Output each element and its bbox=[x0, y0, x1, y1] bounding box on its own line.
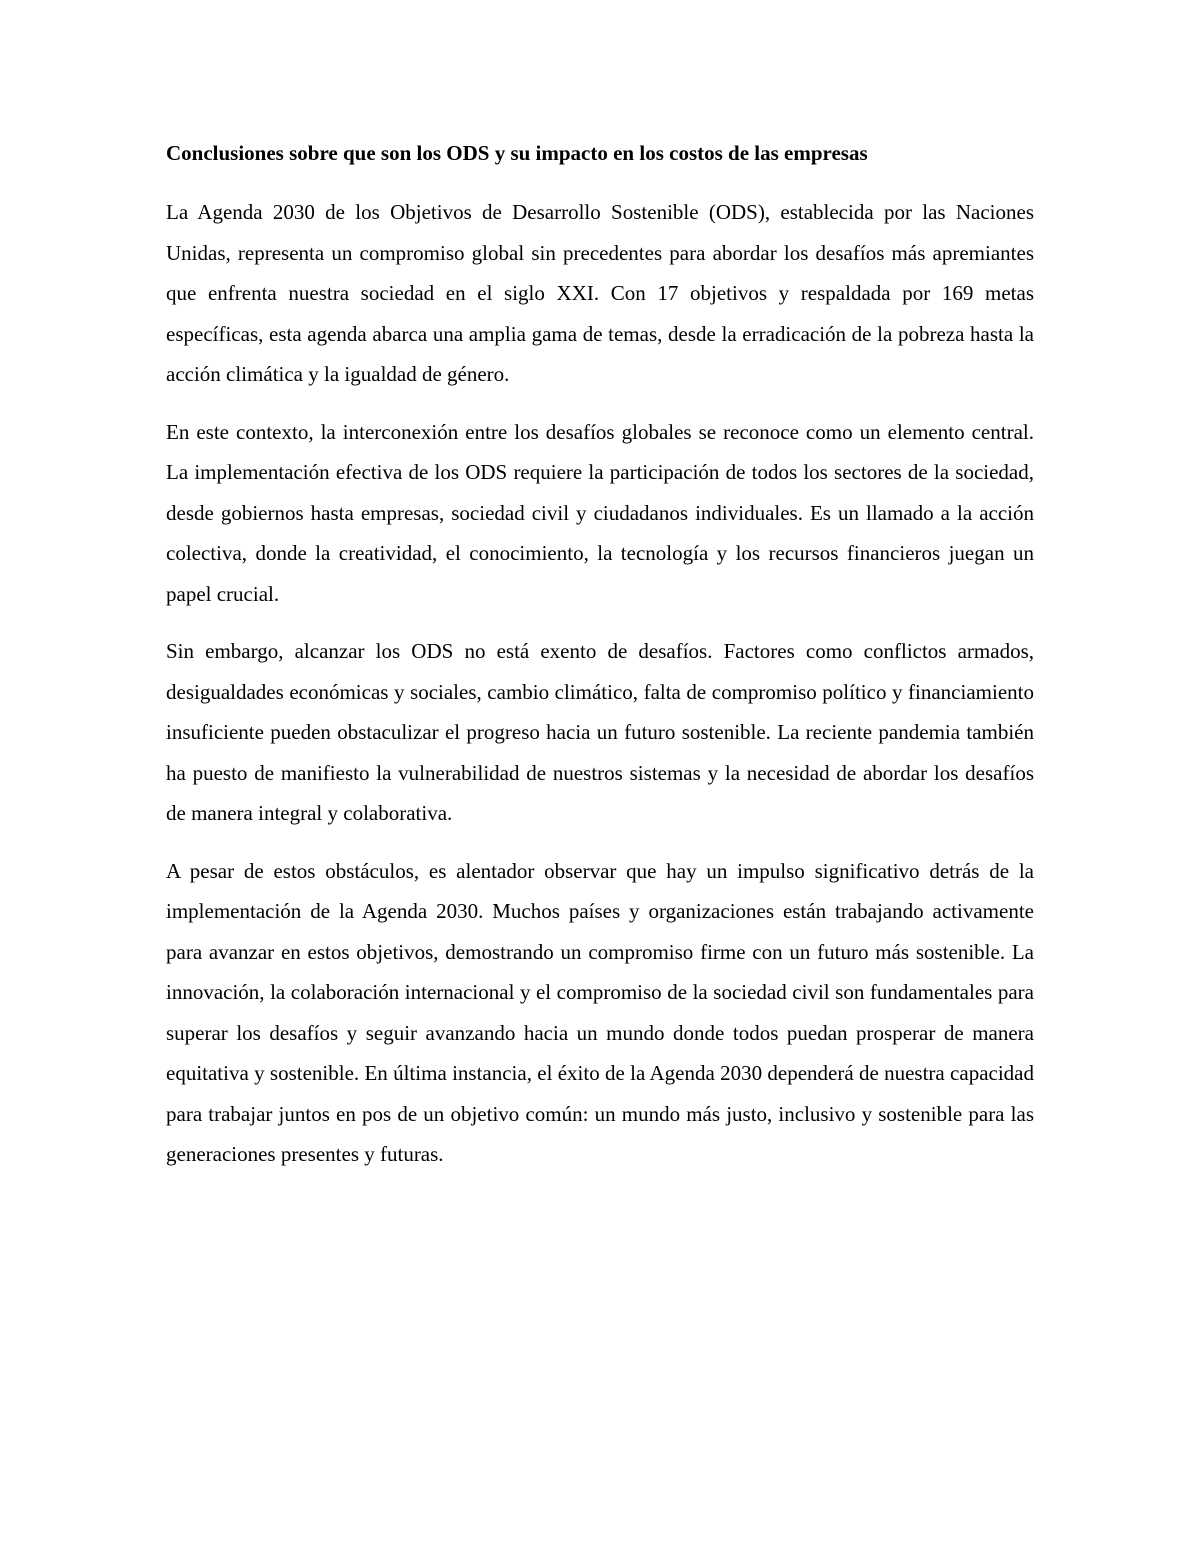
document-title: Conclusiones sobre que son los ODS y su impacto en los costos de las empresas bbox=[166, 141, 868, 165]
document-body bbox=[166, 138, 1034, 1192]
paragraph-context: En este contexto, la interconexión entre los desafíos globales se reconoce como un elemento central. La implementación efectiva de los ODS requiere la participación de todos los sectores de la sociedad, desde gobiernos hasta empresas, sociedad civil y ciudadanos individuales. Es un llamado a la acción colectiva, donde la creatividad, el conocimiento, la tecnología y los recursos financieros juegan un papel crucial. bbox=[166, 419, 1034, 606]
paragraph-challenges: Sin embargo, alcanzar los ODS no está exento de desafíos. Factores como conflictos armados, desigualdades económicas y sociales, cambio climático, falta de compromiso político y financiamiento insuficiente pueden obstaculizar el progreso hacia un futuro sostenible. La reciente pandemia también ha puesto de manifiesto la vulnerabilidad de nuestros sistemas y la necesidad de abordar los desafíos de manera integral y colaborativa. bbox=[166, 639, 1034, 825]
paragraph-conclusion: A pesar de estos obstáculos, es alentador observar que hay un impulso significativo detrás de la implementación de la Agenda 2030. Muchos países y organizaciones están trabajando activamente para avanzar en estos objetivos, demostrando un compromiso firme con un futuro más sostenible. La innovación, la colaboración internacional y el compromiso de la sociedad civil son fundamentales para superar los desafíos y seguir avanzando hacia un mundo donde todos puedan prosperar de manera equitativa y sostenible. En última instancia, el éxito de la Agenda 2030 dependerá de nuestra capacidad para trabajar juntos en pos de un objetivo común: un mundo más justo, inclusivo y sostenible para las generaciones presentes y futuras. bbox=[166, 858, 1034, 1166]
paragraph-agenda-2030: La Agenda 2030 de los Objetivos de Desarrollo Sostenible (ODS), establecida por las Naciones Unidas, representa un compromiso global sin precedentes para abordar los desafíos más apremiantes que enfrenta nuestra sociedad en el siglo XXI. Con 17 objetivos y respaldada por 169 metas específicas, esta agenda abarca una amplia gama de temas, desde la erradicación de la pobreza hasta la acción climática y la igualdad de género. bbox=[166, 200, 1034, 386]
